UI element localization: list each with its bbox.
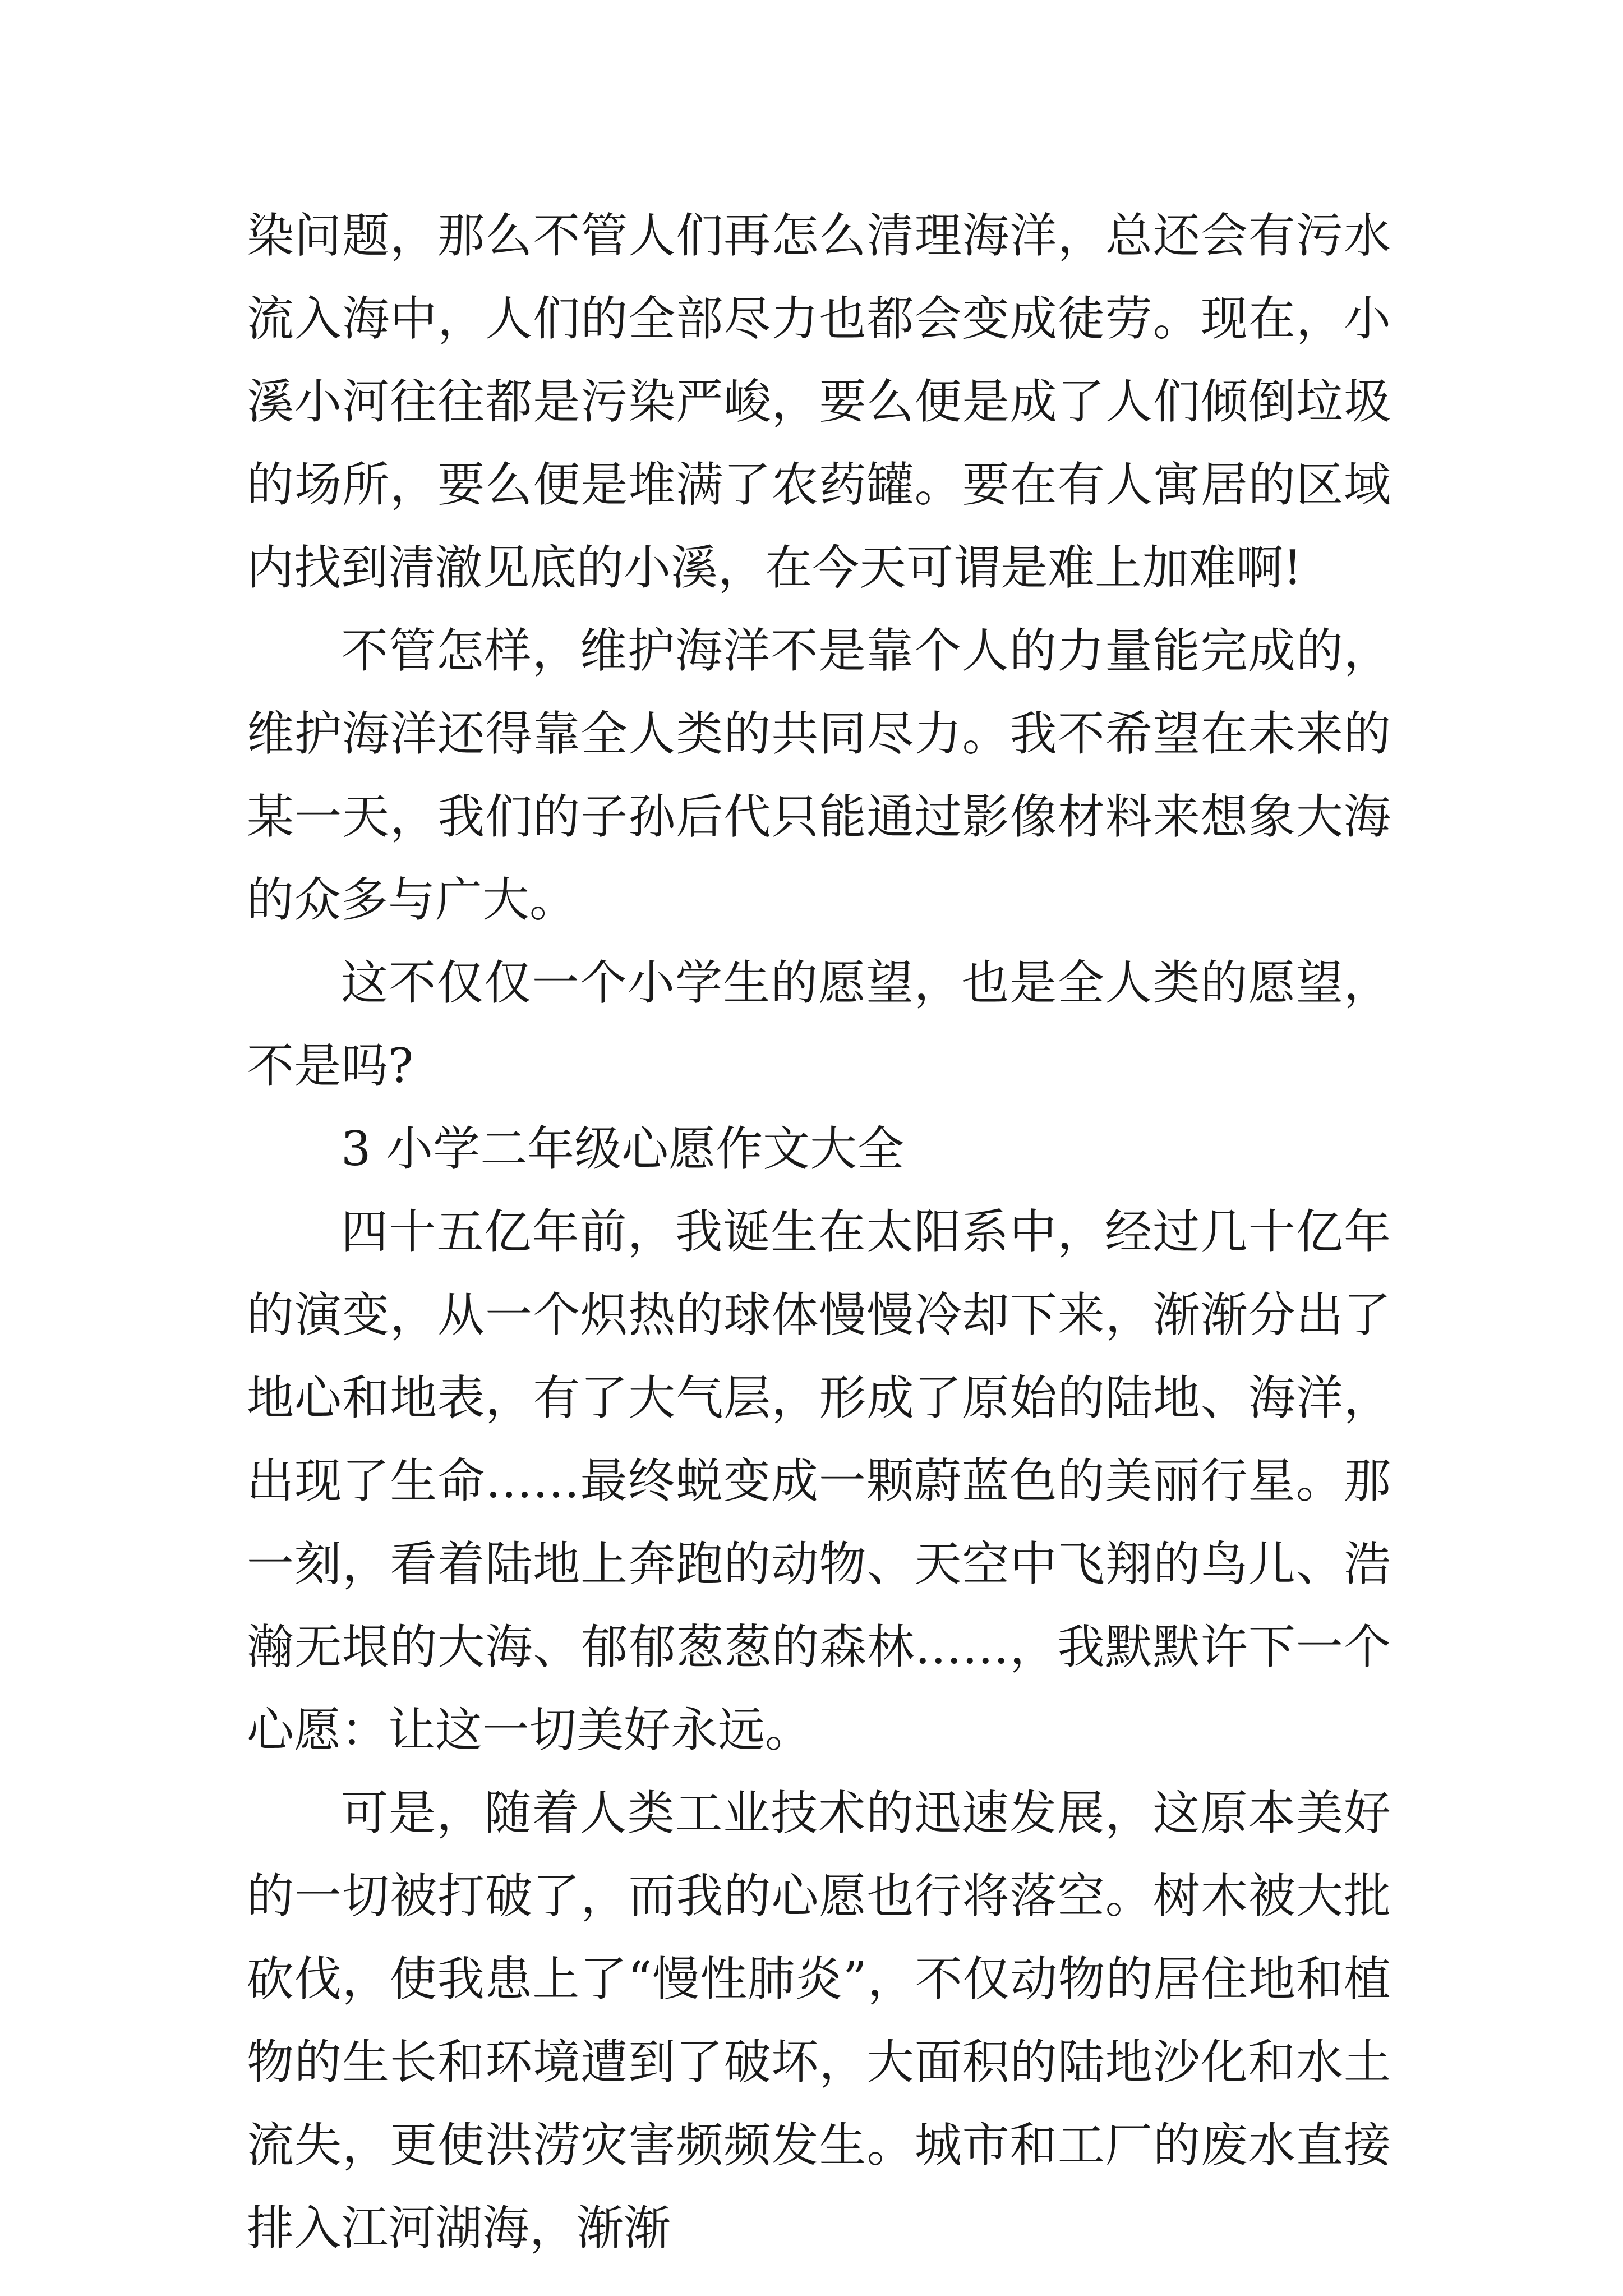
paragraph-1: 染问题，那么不管人们再怎么清理海洋，总还会有污水流入海中，人们的全部尽力也都会变成徒劳。现在，小溪小河往往都是污染严峻，要么便是成了人们倾倒垃圾的场所，要么便是堆满了农药罐。要在有人寓居的区域内找到清澈见底的小溪，在今天可谓是难上加难啊! <box>247 208 1391 595</box>
paragraph-3: 这不仅仅一个小学生的愿望，也是全人类的愿望，不是吗? <box>247 955 1391 1093</box>
section-heading: 3 小学二年级心愿作文大全 <box>341 1121 905 1176</box>
paragraph-4: 四十五亿年前，我诞生在太阳系中，经过几十亿年的演变，从一个炽热的球体慢慢冷却下来，渐渐分出了地心和地表，有了大气层，形成了原始的陆地、海洋，出现了生命……最终蜕变成一颗蔚蓝色的美丽行星。那一刻，看着陆地上奔跑的动物、天空中飞翔的鸟儿、浩瀚无垠的大海、郁郁葱葱的森林……，我默默许下一个心愿：让这一切美好永远。 <box>247 1204 1391 1757</box>
paragraph-2: 不管怎样，维护海洋不是靠个人的力量能完成的，维护海洋还得靠全人类的共同尽力。我不希望在未来的某一天，我们的子孙后代只能通过影像材料来想象大海的众多与广大。 <box>247 623 1391 927</box>
paragraph-5: 可是，随着人类工业技术的迅速发展，这原本美好的一切被打破了，而我的心愿也行将落空。树木被大批砍伐，使我患上了“慢性肺炎”，不仅动物的居住地和植物的生长和环境遭到了破坏，大面积的陆地沙化和水土流失，更使洪涝灾害频频发生。城市和工厂的废水直接排入江河湖海，渐渐 <box>247 1786 1391 2256</box>
body-text <box>247 194 1391 2270</box>
